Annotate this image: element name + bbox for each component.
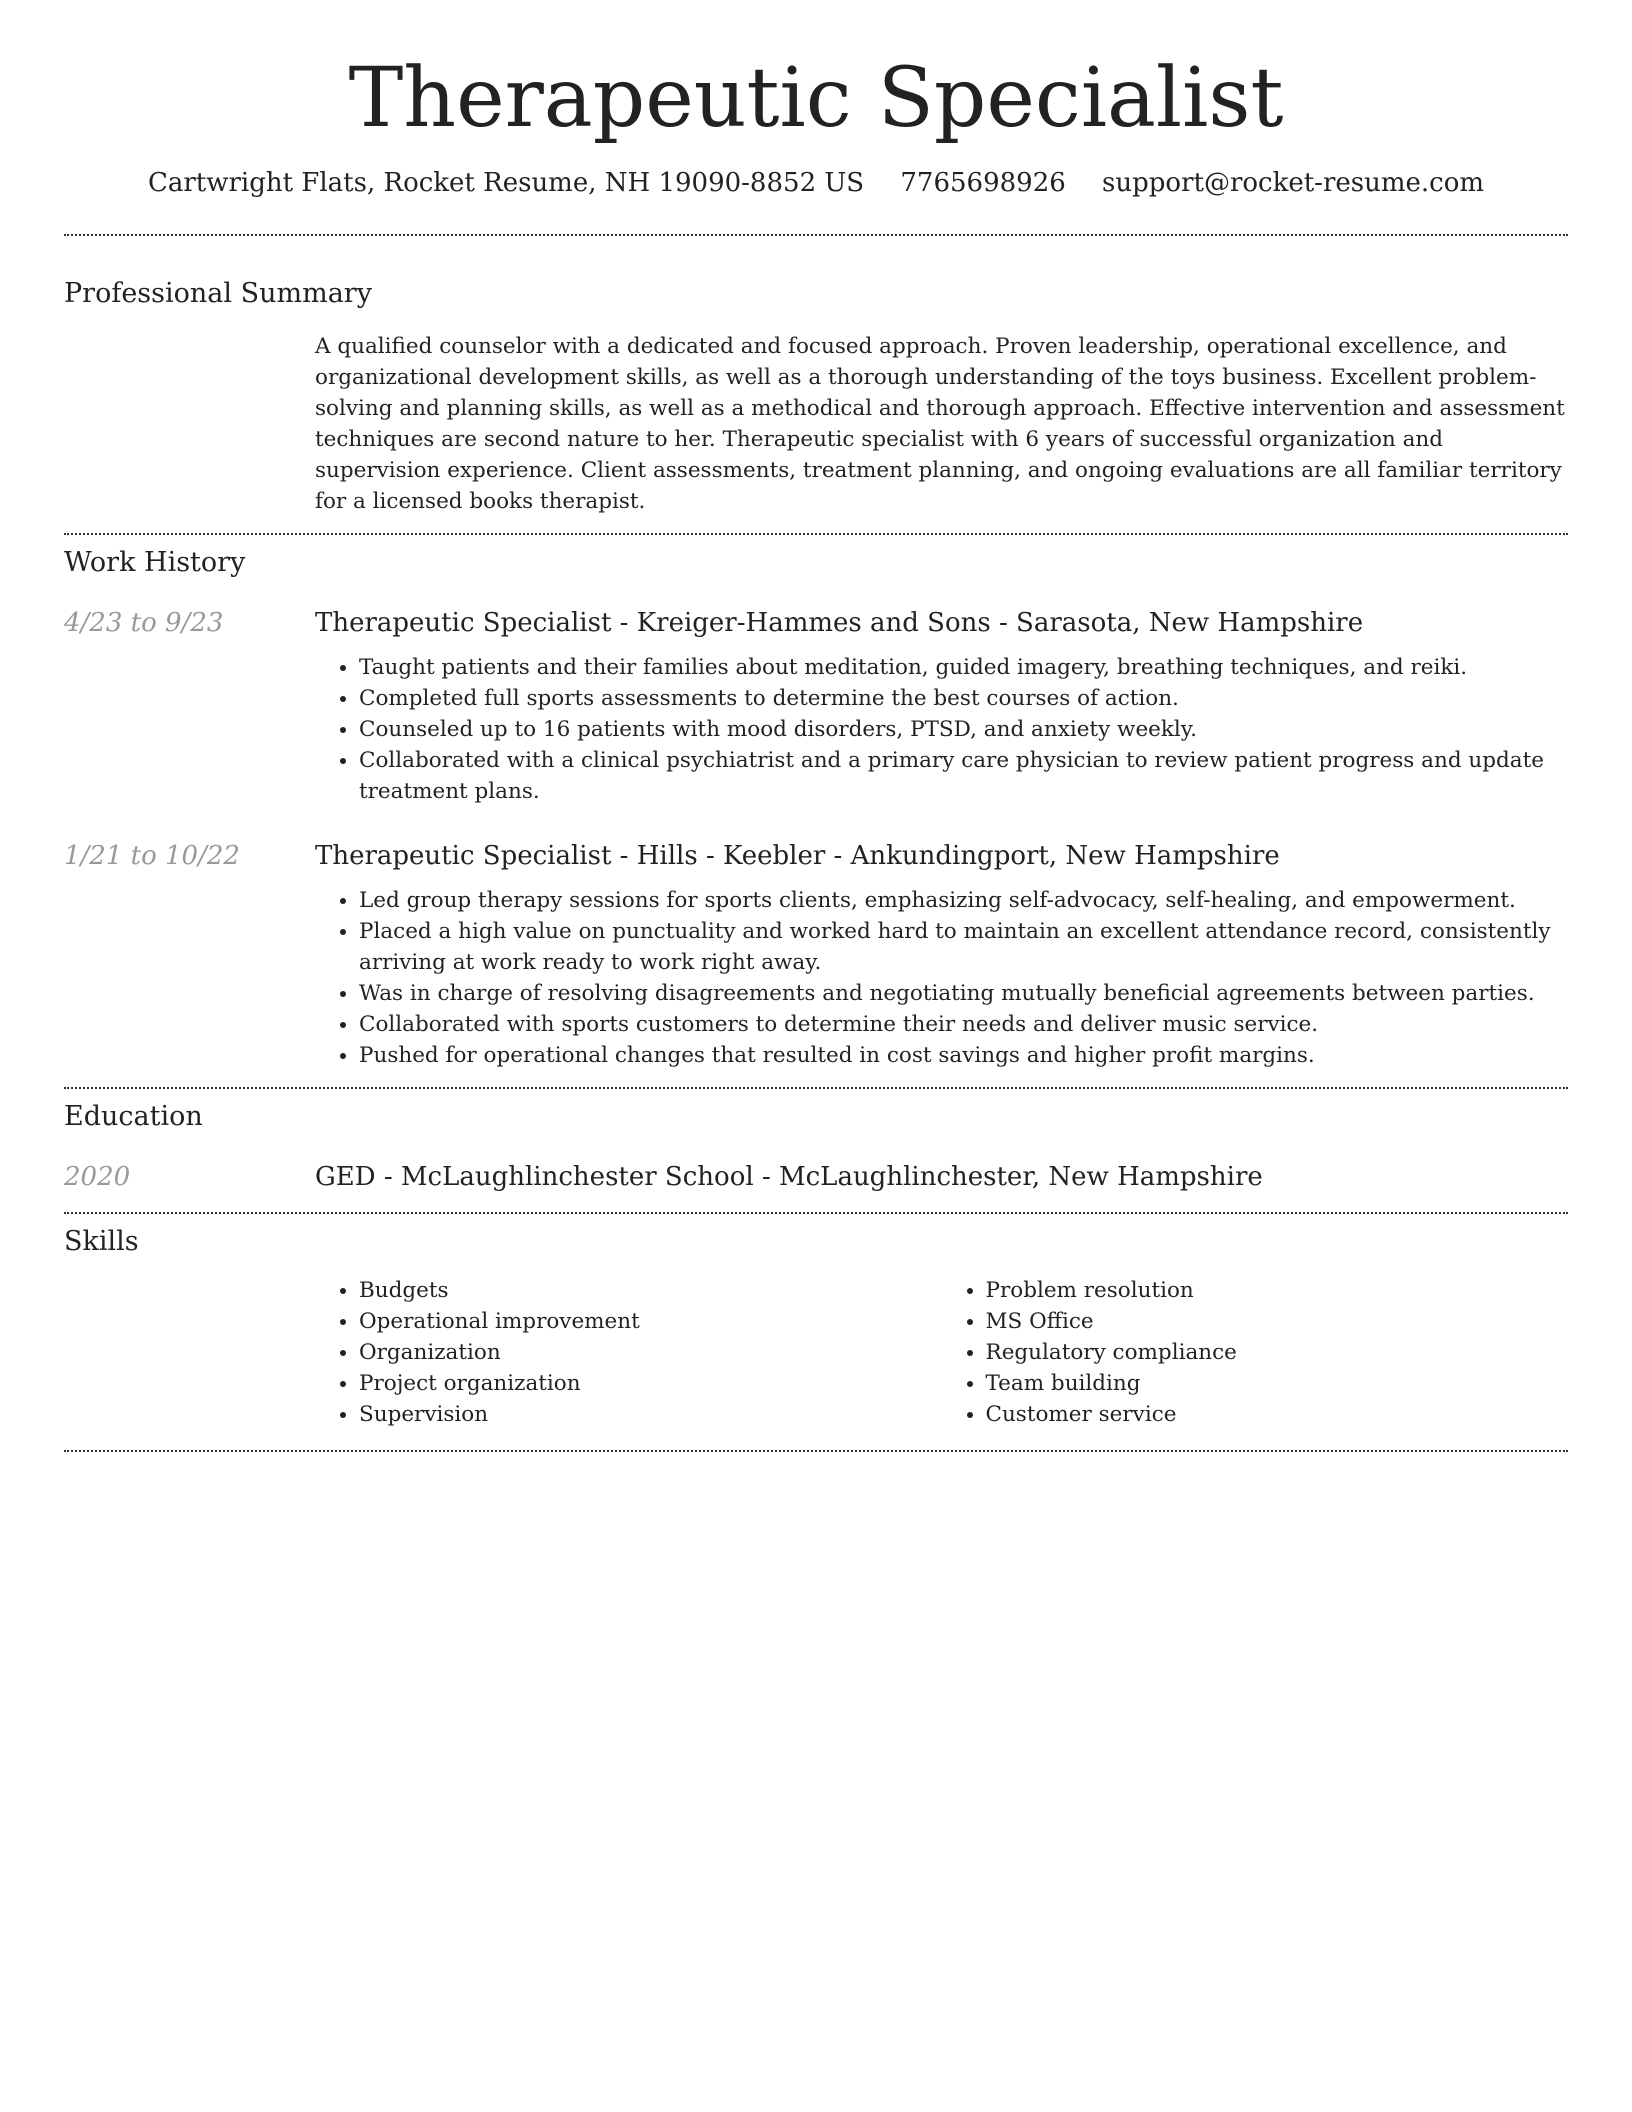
divider [64,234,1568,236]
skills-section [64,1226,1568,1430]
job-dates: 4/23 to 9/23 [64,608,224,639]
education-entry [64,1162,1568,1192]
skill-item: • Organization [359,1337,942,1368]
contact-phone: 7765698926 [900,168,1066,199]
job-entry [64,841,1568,1071]
section-title-work: Work History [64,547,246,579]
skill-item: • Operational improvement [359,1306,942,1337]
contact-address: Cartwright Flats, Rocket Resume, NH 19090-8852 US [147,168,865,199]
job-bullet: • Led group therapy sessions for sports clients, emphasizing self-advocacy, self-healing, and empowerment. [359,885,1568,916]
job-heading: Therapeutic Specialist - Hills - Keebler - Ankundingport, New Hampshire [315,841,1280,872]
job-bullet: • Placed a high value on punctuality and worked hard to maintain an excellent attendance record, consistently arriving at work ready to work right away. [359,916,1568,978]
skill-item: • Team building [986,1368,1569,1399]
job-bullet: • Collaborated with a clinical psychiatrist and a primary care physician to review patient progress and update treatment plans. [359,745,1568,807]
education-year: 2020 [64,1162,131,1193]
education-section [64,1101,1568,1192]
skill-item: • Project organization [359,1368,942,1399]
contact-line [64,168,1568,198]
job-bullet: • Completed full sports assessments to determine the best courses of action. [359,683,1568,714]
job-bullet: • Pushed for operational changes that resulted in cost savings and higher profit margins. [359,1040,1568,1071]
job-entry [64,608,1568,807]
job-bullet: • Counseled up to 16 patients with mood disorders, PTSD, and anxiety weekly. [359,714,1568,745]
summary-section [64,278,1568,517]
skill-item: • Supervision [359,1399,942,1430]
work-history-section [64,547,1568,1071]
job-bullet: • Was in charge of resolving disagreements and negotiating mutually beneficial agreements between parties. [359,978,1568,1009]
skill-item: • Budgets [359,1275,942,1306]
contact-email: support@rocket-resume.com [1102,168,1485,199]
section-title-skills: Skills [64,1226,139,1258]
job-bullet: • Collaborated with sports customers to determine their needs and deliver music service. [359,1009,1568,1040]
divider [64,1087,1568,1089]
job-dates: 1/21 to 10/22 [64,841,240,872]
divider [64,533,1568,535]
section-title-summary: Professional Summary [64,278,372,310]
skills-list-right [942,1275,1569,1430]
job-bullets [315,885,1568,1071]
skill-item: • Regulatory compliance [986,1337,1569,1368]
divider [64,1212,1568,1214]
job-heading: Therapeutic Specialist - Kreiger-Hammes and Sons - Sarasota, New Hampshire [315,608,1364,639]
skill-item: • Problem resolution [986,1275,1569,1306]
section-title-education: Education [64,1101,203,1133]
summary-text: A qualified counselor with a dedicated and focused approach. Proven leadership, operational excellence, and organizational development skills, as well as a thorough understanding of the toys business. Excellent problem-solving and planning skills, as well as a methodical and thorough approach. Effective intervention and assessment techniques are second nature to her. Therapeutic specialist with 6 years of successful organization and supervision experience. Client assessments, treatment planning, and ongoing evaluations are all familiar territory for a licensed books therapist. [315,334,1565,515]
job-bullets [315,652,1568,807]
skills-list-left [315,1275,942,1430]
candidate-name: Therapeutic Specialist [348,51,1284,146]
skill-item: • MS Office [986,1306,1569,1337]
education-heading: GED - McLaughlinchester School - McLaughlinchester, New Hampshire [315,1162,1263,1193]
divider [64,1450,1568,1452]
job-bullet: • Taught patients and their families about meditation, guided imagery, breathing techniques, and reiki. [359,652,1568,683]
skill-item: • Customer service [986,1399,1569,1430]
